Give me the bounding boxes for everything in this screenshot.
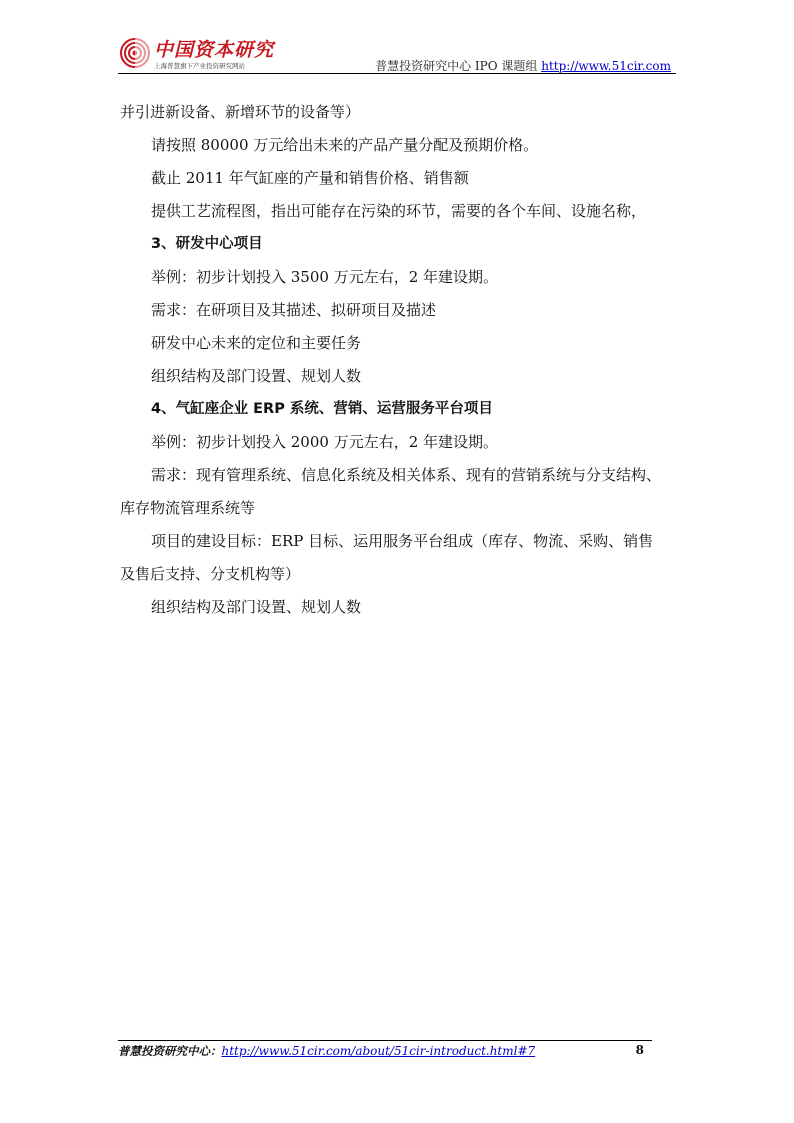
page-number: 8 bbox=[635, 1043, 644, 1057]
paragraph-line: 并引进新设备、新增环节的设备等） bbox=[120, 103, 361, 121]
header-source bbox=[375, 57, 671, 74]
paragraph-line: 提供工艺流程图，指出可能存在污染的环节，需要的各个车间、设施名称， bbox=[151, 202, 647, 220]
paragraph-line: 及售后支持、分支机构等） bbox=[120, 565, 301, 583]
paragraph-line: 组织结构及部门设置、规划人数 bbox=[151, 598, 362, 616]
logo-subtitle: 上海普慧旗下产业投资研究网站 bbox=[154, 62, 245, 70]
footer-divider bbox=[118, 1040, 652, 1041]
paragraph-line: 举例：初步计划投入 2000 万元左右，2 年建设期。 bbox=[151, 433, 499, 451]
paragraph-line: 库存物流管理系统等 bbox=[120, 499, 256, 517]
footer-link[interactable]: http://www.51cir.com/about/51cir-introduct.html#7 bbox=[221, 1044, 536, 1058]
paragraph-line: 需求：现有管理系统、信息化系统及相关体系、现有的营销系统与分支结构、 bbox=[151, 466, 662, 484]
section-heading: 4、气缸座企业 ERP 系统、营销、运营服务平台项目 bbox=[151, 401, 493, 417]
logo bbox=[118, 34, 278, 72]
page-footer bbox=[118, 1043, 652, 1059]
header-divider bbox=[118, 73, 676, 74]
paragraph-line: 研发中心未来的定位和主要任务 bbox=[151, 334, 362, 352]
document-body bbox=[120, 96, 678, 624]
page-header bbox=[118, 32, 676, 74]
paragraph-line: 项目的建设目标：ERP 目标、运用服务平台组成（库存、物流、采购、销售 bbox=[151, 532, 654, 550]
header-link[interactable]: http://www.51cir.com bbox=[541, 59, 671, 73]
header-source-text: 普慧投资研究中心 IPO 课题组 bbox=[375, 59, 542, 73]
paragraph-line: 组织结构及部门设置、规划人数 bbox=[151, 367, 362, 385]
paragraph-line: 举例：初步计划投入 3500 万元左右，2 年建设期。 bbox=[151, 268, 499, 286]
section-heading: 3、研发中心项目 bbox=[151, 236, 263, 252]
paragraph-line: 需求：在研项目及其描述、拟研项目及描述 bbox=[151, 301, 437, 319]
logo-emblem-icon bbox=[120, 38, 150, 68]
paragraph-line: 请按照 80000 万元给出未来的产品产量分配及预期价格。 bbox=[151, 136, 539, 154]
paragraph-line: 截止 2011 年气缸座的产量和销售价格、销售额 bbox=[151, 169, 469, 187]
logo-title: 中国资本研究 bbox=[154, 39, 275, 61]
footer-label: 普慧投资研究中心： bbox=[118, 1044, 222, 1058]
